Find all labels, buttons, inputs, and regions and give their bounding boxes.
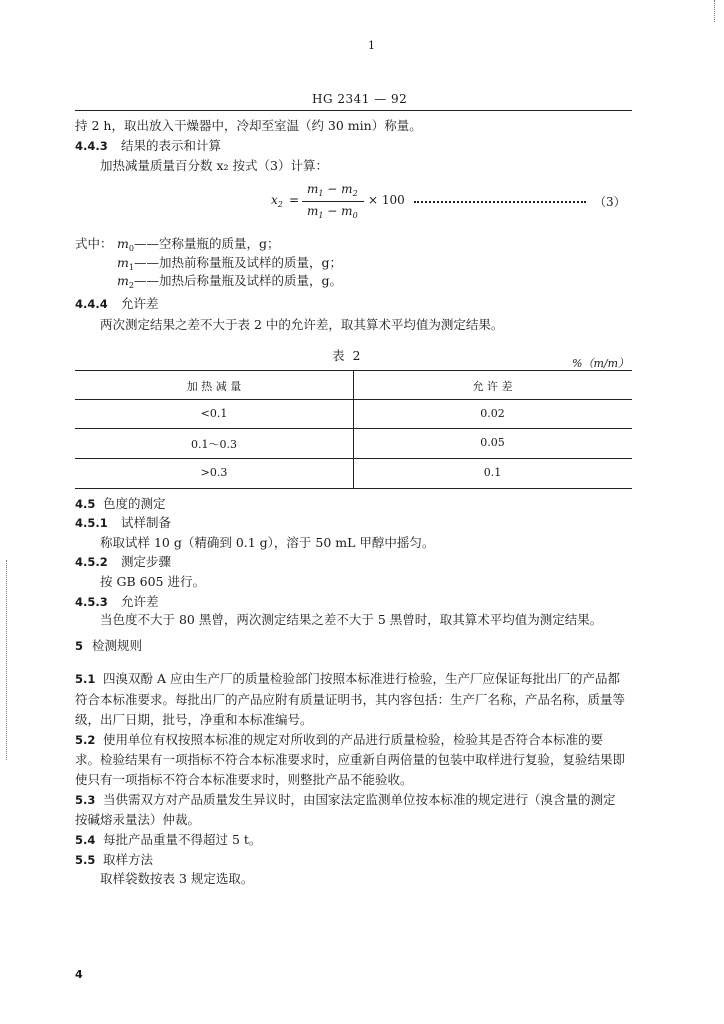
body-line: 每批产品重量不得超过 5 t。 xyxy=(103,832,262,847)
clause-number: 5.3 xyxy=(75,793,96,807)
chapter-title: 检测规则 xyxy=(92,638,143,653)
body-line: 称取试样 10 g（精确到 0.1 g），溶于 50 mL 甲醇中摇匀。 xyxy=(100,535,435,550)
table-cell: 0.1 xyxy=(483,466,502,479)
body-line: 当色度不大于 80 黑曾，两次测定结果之差不大于 5 黑曾时，取其算术平均值为测定结果。 xyxy=(100,612,603,627)
formula-lhs: $x_2$ xyxy=(271,193,283,209)
formula-intro: 加热减量质量百分数 x₂ 按式（3）计算： xyxy=(100,158,328,173)
fraction-bar xyxy=(302,201,364,202)
body-line: 级，出厂日期，批号，净重和本标准编号。 xyxy=(75,712,313,727)
section-title: 色度的测定 xyxy=(103,496,166,511)
formula-numerator: $m_1 - m_2$ xyxy=(307,182,358,198)
table-cell: >0.3 xyxy=(200,466,228,479)
table-cell: 0.05 xyxy=(480,436,505,449)
table-cell: 0.1～0.3 xyxy=(191,438,237,451)
chapter-number: 5 xyxy=(75,639,84,653)
table-header-cell: 加 热 减 量 xyxy=(186,380,242,393)
where-label: 式中： xyxy=(75,236,113,251)
body-line: 求。检验结果有一项指标不符合本标准要求时，应重新自两倍量的包装中取样进行复验，复验结果即 xyxy=(75,752,626,767)
section-title: 允许差 xyxy=(121,594,159,609)
table-caption: 表 2 xyxy=(332,348,363,363)
section-number: 4.4.3 xyxy=(75,139,108,153)
where-item: $m_1——$加热前称量瓶及试样的质量，g； xyxy=(117,255,342,272)
table-cell: <0.1 xyxy=(200,407,228,420)
formula-times: × 100 xyxy=(368,193,405,207)
body-line: 使用单位有权按照本标准的规定对所收到的产品进行质量检验，检验其是否符合本标准的要 xyxy=(103,732,604,747)
section-title: 允许差 xyxy=(121,296,159,311)
body-line: 符合本标准要求。每批出厂的产品应附有质量证明书，其内容包括：生产厂名称，产品名称，质量等 xyxy=(75,692,626,707)
scan-margin-mark xyxy=(6,560,7,760)
clause-number: 5.4 xyxy=(75,833,96,847)
formula-leader xyxy=(414,197,586,203)
body-line: 两次测定结果之差不大于表 2 中的允许差，取其算术平均值为测定结果。 xyxy=(100,317,504,332)
formula-eq: = xyxy=(289,193,300,207)
body-line: 四溴双酚 A 应由生产厂的质量检验部门按照本标准进行检验，生产厂应保证每批出厂的产品都 xyxy=(103,671,620,686)
header-rule xyxy=(75,110,632,111)
top-mark: 1 xyxy=(368,39,375,52)
formula-denominator: $m_1 - m_0$ xyxy=(307,204,358,220)
formula-number: （3） xyxy=(594,195,626,209)
table-unit: %（m/m） xyxy=(572,357,630,370)
clause-number: 5.5 xyxy=(75,853,96,867)
body-line: 当供需双方对产品质量发生异议时，由国家法定监测单位按本标准的规定进行（溴含量的测定 xyxy=(103,792,616,807)
body-line: 使只有一项指标不符合本标准要求时，则整批产品不能验收。 xyxy=(75,772,413,787)
page-number: 4 xyxy=(75,968,83,981)
section-number: 4.5.1 xyxy=(75,516,108,530)
clause-title: 取样方法 xyxy=(103,852,154,867)
clause-number: 5.1 xyxy=(75,672,96,686)
section-number: 4.5 xyxy=(75,497,96,511)
body-line: 按碱熔汞量法）仲裁。 xyxy=(75,812,201,827)
where-item: $m_0——$空称量瓶的质量，g； xyxy=(117,236,280,253)
scan-margin-mark xyxy=(714,0,715,22)
body-line: 按 GB 605 进行。 xyxy=(100,574,205,589)
table-bottom-rule xyxy=(75,488,632,489)
section-number: 4.4.4 xyxy=(75,297,108,311)
clause-number: 5.2 xyxy=(75,733,96,747)
where-item: $m_2——$加热后称量瓶及试样的质量，g。 xyxy=(117,273,342,290)
section-title: 测定步骤 xyxy=(121,554,172,569)
section-title: 试样制备 xyxy=(121,515,172,530)
section-number: 4.5.2 xyxy=(75,555,108,569)
table-cell: 0.02 xyxy=(480,407,505,420)
section-title: 结果的表示和计算 xyxy=(121,138,222,153)
page-header: HG 2341 — 92 xyxy=(312,92,408,106)
table-header-cell: 允 许 差 xyxy=(472,380,513,393)
section-number: 4.5.3 xyxy=(75,595,108,609)
body-line: 持 2 h，取出放入干燥器中，冷却至室温（约 30 min）称量。 xyxy=(75,118,422,133)
body-line: 取样袋数按表 3 规定选取。 xyxy=(100,871,254,886)
